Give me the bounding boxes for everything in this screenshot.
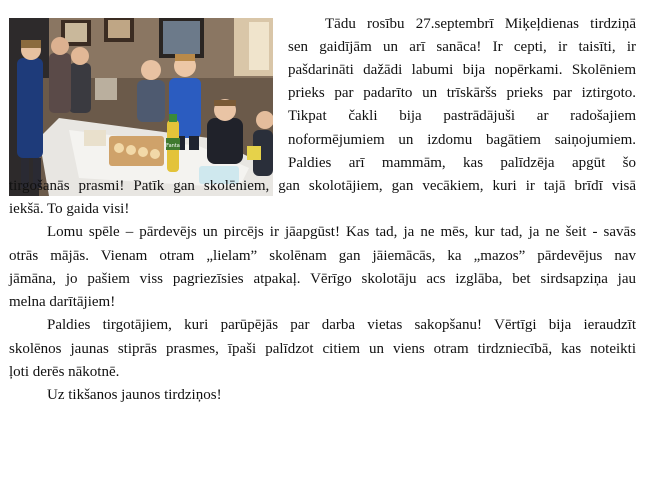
market-photo-icon xyxy=(9,18,273,196)
paragraph-3-line-3: ļoti derēs nākotnē. xyxy=(9,364,120,380)
paragraph-1-line-3: pašdarināti dažādi labumi bija nopērkami. Skolēniem xyxy=(288,62,636,78)
paragraph-1-line-4: prieks par padarīto un trīskāršs prieks par iztirgoto. xyxy=(288,85,636,101)
paragraph-1-line-7: Paldies arī mammām, kas palīdzēja apgūt šo xyxy=(288,155,636,171)
paragraph-2-line-3: jāmāna, jo pašiem viss pagriezīsies atpakaļ. Vērīgo skolotāju acs izglāba, bet sirdsapziņa jau xyxy=(9,271,636,287)
paragraph-1-line-2: sen gaidījām un arī sanāca! Ir cepti, ir taisīti, ir xyxy=(288,39,636,55)
bottle-label: Fanta xyxy=(166,143,180,149)
paragraph-1-line-9: iekšā. To gaida visi! xyxy=(9,201,130,217)
paragraph-1-line-8: tirgošanās prasmi! Patīk gan skolēniem, gan skolotājiem, gan vecākiem, kuri ir tajā brīdī visā xyxy=(9,178,636,194)
paragraph-4-line-1: Uz tikšanos jaunos tirdziņos! xyxy=(47,387,222,403)
market-photo xyxy=(9,18,273,196)
paragraph-1-line-1: Tādu rosību 27.septembrī Miķeļdienas tirdziņā xyxy=(325,16,636,32)
paragraph-2-line-2: otrās mājās. Vienam otram „lielam” skolēnam gan jāiemācās, ka „mazos” pārdevējus nav xyxy=(9,248,636,264)
paragraph-1-line-5: Tikpat čakli bija pastrādājuši ar radošajiem xyxy=(288,108,636,124)
paragraph-2-line-1: Lomu spēle – pārdevējs un pircējs ir jāapgūst! Kas tad, ja ne mēs, kur tad, ja ne šeit - savās xyxy=(47,224,636,240)
paragraph-1-line-6: noformējumiem un izdomu bagātiem saiņojumiem. xyxy=(288,132,636,148)
paragraph-2-line-4: melna darītājiem! xyxy=(9,294,116,310)
paragraph-3-line-2: skolēnos jaunas stiprās prasmes, īpaši palīdzot citiem un viens otram tirdzniecībā, kas noteikti xyxy=(9,341,636,357)
paragraph-3-line-1: Paldies tirgotājiem, kuri parūpējās par darba vietas sakopšanu! Vērtīgi bija ieraudzīt xyxy=(47,317,636,333)
